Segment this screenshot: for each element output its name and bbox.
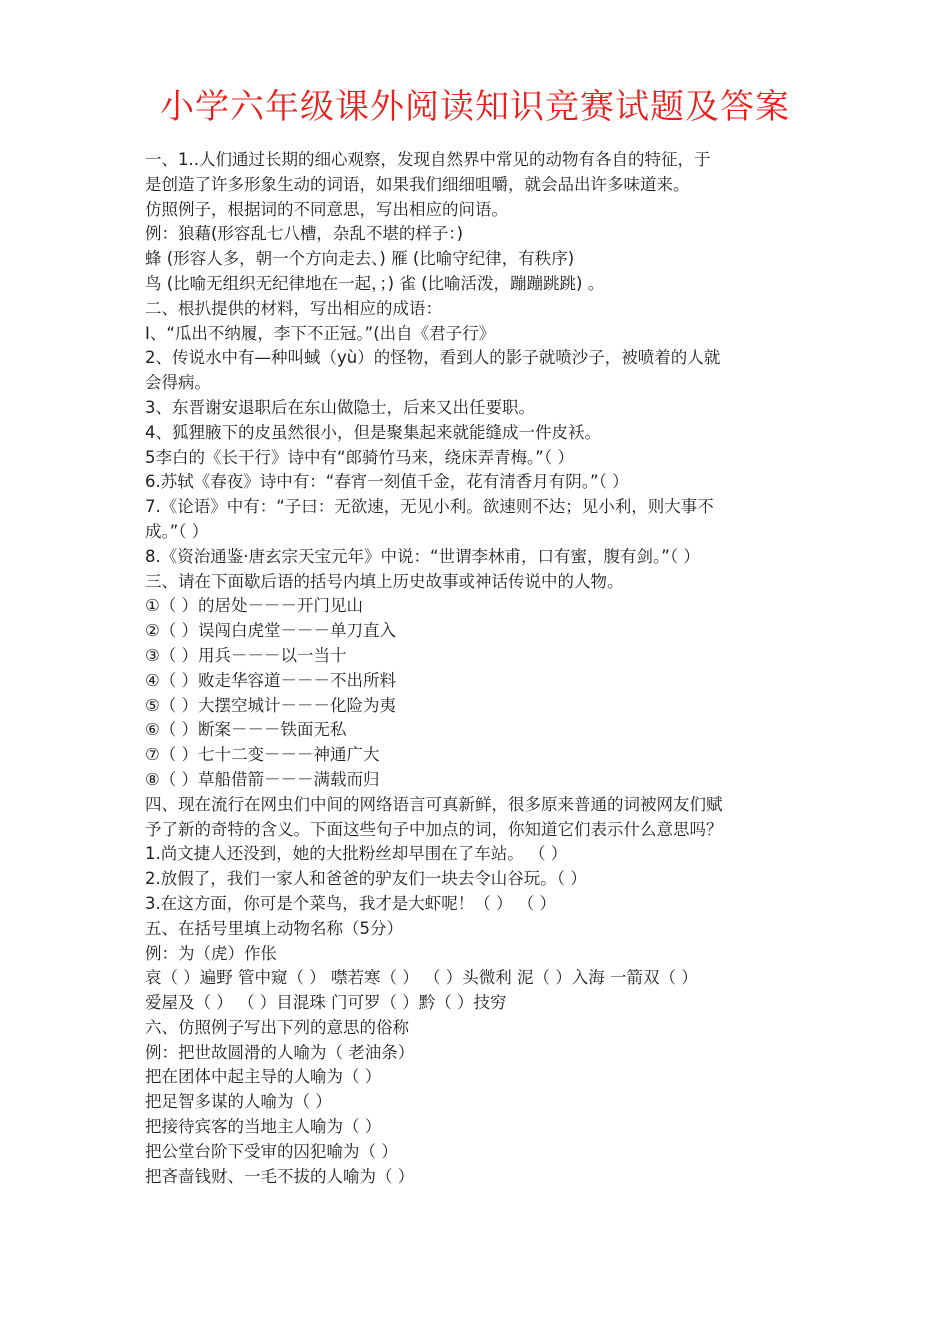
text-line: 蜂 (形容人多，朝一个方向走去、) 雁 (比喻守纪律，有秩序) — [145, 249, 575, 269]
text-line: 是创造了许多形象生动的词语，如果我们细细咀嚼，就会品出许多味道来。 — [145, 174, 690, 194]
text-line: ⑥（ ）断案－－－铁面无私 — [145, 720, 347, 740]
text-line: ③（ ）用兵－－－以一当十 — [145, 645, 347, 665]
text-line: 四、现在流行在网虫们中间的网络语言可真新鲜，很多原来普通的词被网友们赋 — [145, 794, 723, 814]
text-line: ④（ ）败走华容道－－－不出所料 — [145, 670, 397, 690]
text-line: ⑦（ ）七十二变－－－神通广大 — [145, 745, 380, 765]
text-line: 2、传说水中有—种叫蜮（yù）的怪物，看到人的影子就喷沙子，被喷着的人就 — [145, 348, 721, 368]
text-line: 二、根扒提供的材料，写出相应的成语： — [145, 298, 442, 318]
text-line: 8.《资治通鉴·唐玄宗天宝元年》中说：“世谓李林甫，口有蜜，腹有剑。”（ ） — [145, 546, 700, 566]
text-line: 把在团体中起主导的人喻为（ ） — [145, 1067, 382, 1087]
text-line: 把接待宾客的当地主人喻为（ ） — [145, 1117, 382, 1137]
text-line: ①（ ）的居处－－－开门见山 — [145, 596, 364, 616]
text-line: 会得病。 — [145, 373, 211, 393]
text-line: 三、请在下面歇后语的括号内填上历史故事或神话传说中的人物。 — [145, 571, 624, 591]
text-line: 2.放假了，我们一家人和爸爸的驴友们一块去令山谷玩。（ ） — [145, 869, 587, 889]
text-line: I、“瓜出不纳履，李下不正冠。”(出自《君子行》 — [145, 323, 496, 343]
text-line: 鸟 (比喻无组织无纪律地在一起，；) 雀 (比喻活泼，蹦蹦跳跳) 。 — [145, 273, 605, 293]
text-line: 把吝啬钱财、一毛不拔的人喻为（ ） — [145, 1166, 415, 1186]
text-line: 6.苏轼《春夜》诗中有：“春宵一刻值千金，花有清香月有阴。”（ ） — [145, 472, 629, 492]
text-line: 把公堂台阶下受审的囚犯喻为（ ） — [145, 1141, 398, 1161]
text-line: 4、狐狸腋下的皮虽然很小，但是聚集起来就能缝成一件皮袄。 — [145, 422, 601, 442]
text-line: 爱屋及（ ） （ ）目混珠 门可罗（ ）黔（ ）技穷 — [145, 993, 507, 1013]
text-line: 哀（ ）遍野 管中窥（ ） 噤若寒（ ） （ ）头微利 泥（ ）入海 一箭双（ ） — [145, 968, 698, 988]
text-line: 例：把世故圆滑的人喻为（ 老油条） — [145, 1042, 415, 1062]
text-line: ⑤（ ）大摆空城计－－－化险为夷 — [145, 695, 397, 715]
text-line: 例：为（虎）作伥 — [145, 943, 277, 963]
text-line: 7.《论语》中有：“子曰：无欲速，无见小利。欲速则不达；见小利，则大事不 — [145, 497, 714, 517]
text-line: 把足智多谋的人喻为（ ） — [145, 1092, 332, 1112]
text-line: ⑧（ ）草船借箭－－－满载而归 — [145, 769, 380, 789]
text-line: 一、1..人们通过长期的细心观察，发现自然界中常见的动物有各自的特征，于 — [145, 150, 711, 169]
text-line: 3、东晋谢安退职后在东山做隐士，后来又出任要职。 — [145, 397, 535, 417]
text-line: 五、在括号里填上动物名称（5分） — [145, 918, 403, 938]
text-line: 成。”（ ） — [145, 521, 209, 541]
text-line: 5李白的《长干行》诗中有“郎骑竹马来，绕床弄青梅。”（ ） — [145, 447, 574, 467]
document-title: 小学六年级课外阅读知识竞赛试题及答案 — [160, 87, 790, 127]
text-line: 六、仿照例子写出下列的意思的俗称 — [145, 1017, 409, 1037]
text-line: 3.在这方面，你可是个菜鸟，我才是大虾呢！（ ） （ ） — [145, 893, 556, 913]
text-line: 例：狼藉(形容乱七八槽，杂乱不堪的样子：) — [145, 224, 464, 244]
text-line: 1.尚文捷人还没到，她的大批粉丝却早围在了车站。 （ ） — [145, 844, 568, 864]
text-line: 仿照例子，根据词的不同意思，写出相应的问语。 — [145, 199, 508, 219]
document-body — [145, 148, 810, 1189]
text-line: 予了新的奇特的含义。下面这些句子中加点的词，你知道它们表示什么意思吗？ — [145, 819, 723, 839]
text-line: ②（ ）误闯白虎堂－－－单刀直入 — [145, 621, 397, 641]
